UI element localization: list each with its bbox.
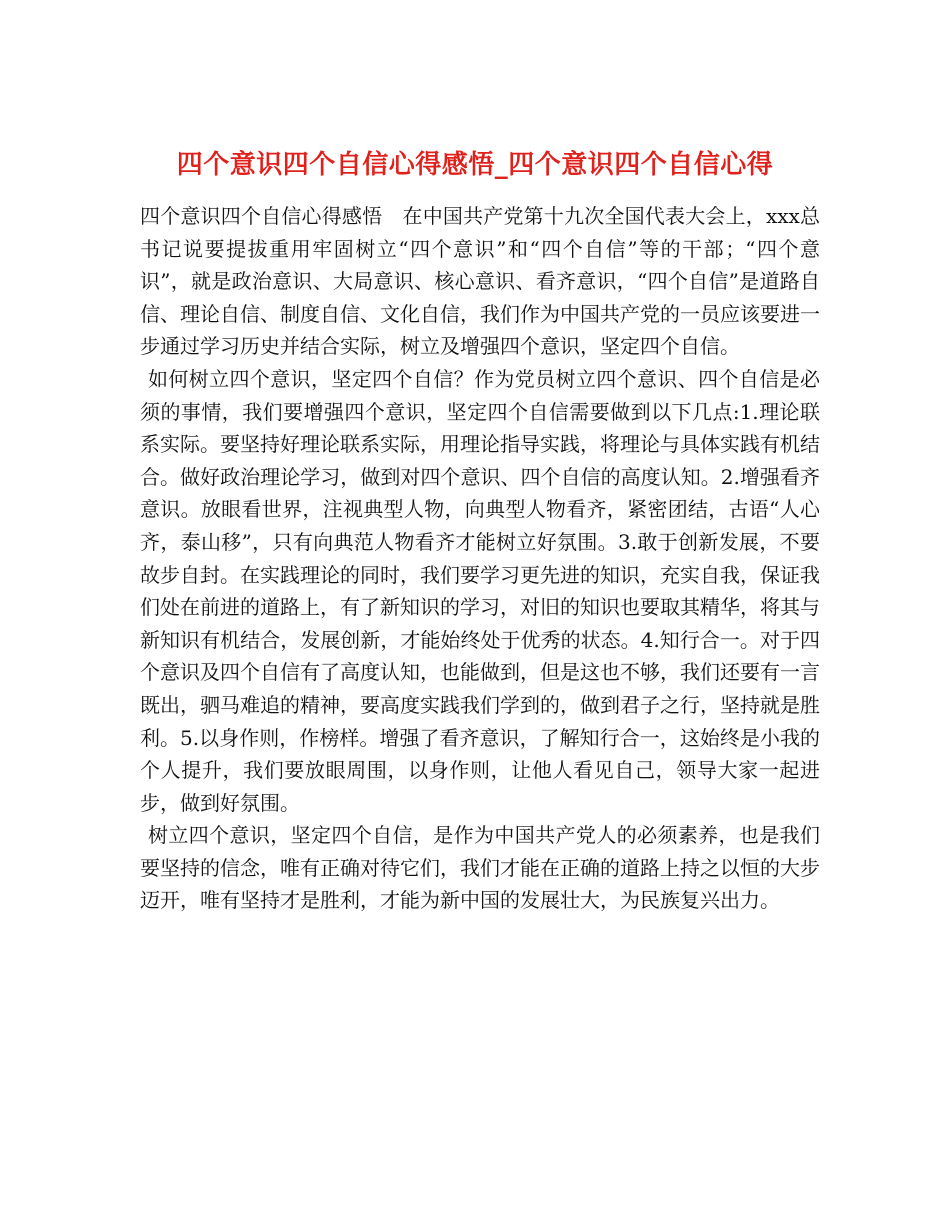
document-title: 四个意识四个自信心得感悟_四个意识四个自信心得	[176, 150, 774, 181]
document-body	[140, 200, 820, 917]
paragraph-how-to: 如何树立四个意识，坚定四个自信？作为党员树立四个意识、四个自信是必须的事情，我们要增强四个意识，坚定四个自信需要做到以下几点:1.理论联系实际。要坚持好理论联系实际，用理论指导实践，将理论与具体实践有机结合。做好政治理论学习，做到对四个意识、四个自信的高度认知。2.增强看齐意识。放眼看世界，注视典型人物，向典型人物看齐，紧密团结，古语“人心齐，泰山移”，只有向典范人物看齐才能树立好氛围。3.敢于创新发展，不要故步自封。在实践理论的同时，我们要学习更先进的知识，充实自我，保证我们处在前进的道路上，有了新知识的学习，对旧的知识也要取其精华，将其与新知识有机结合，发展创新，才能始终处于优秀的状态。4.知行合一。对于四个意识及四个自信有了高度认知，也能做到，但是这也不够，我们还要有一言既出，驷马难追的精神，要高度实践我们学到的，做到君子之行，坚持就是胜利。5.以身作则，作榜样。增强了看齐意识，了解知行合一，这始终是小我的个人提升，我们要放眼周围，以身作则，让他人看见自己，领导大家一起进步，做到好氛围。	[140, 366, 820, 815]
paragraph-intro: 四个意识四个自信心得感悟 在中国共产党第十九次全国代表大会上，xxx总书记说要提拔重用牢固树立“四个意识”和“四个自信”等的干部；“四个意识”，就是政治意识、大局意识、核心意识、看齐意识，“四个自信”是道路自信、理论自信、制度自信、文化自信，我们作为中国共产党的一员应该要进一步通过学习历史并结合实际，树立及增强四个意识，坚定四个自信。	[140, 204, 820, 359]
paragraph-conclusion: 树立四个意识，坚定四个自信，是作为中国共产党人的必须素养，也是我们要坚持的信念，唯有正确对待它们，我们才能在正确的道路上持之以恒的大步迈开，唯有坚持才是胜利，才能为新中国的发展壮大，为民族复兴出力。	[140, 823, 820, 913]
